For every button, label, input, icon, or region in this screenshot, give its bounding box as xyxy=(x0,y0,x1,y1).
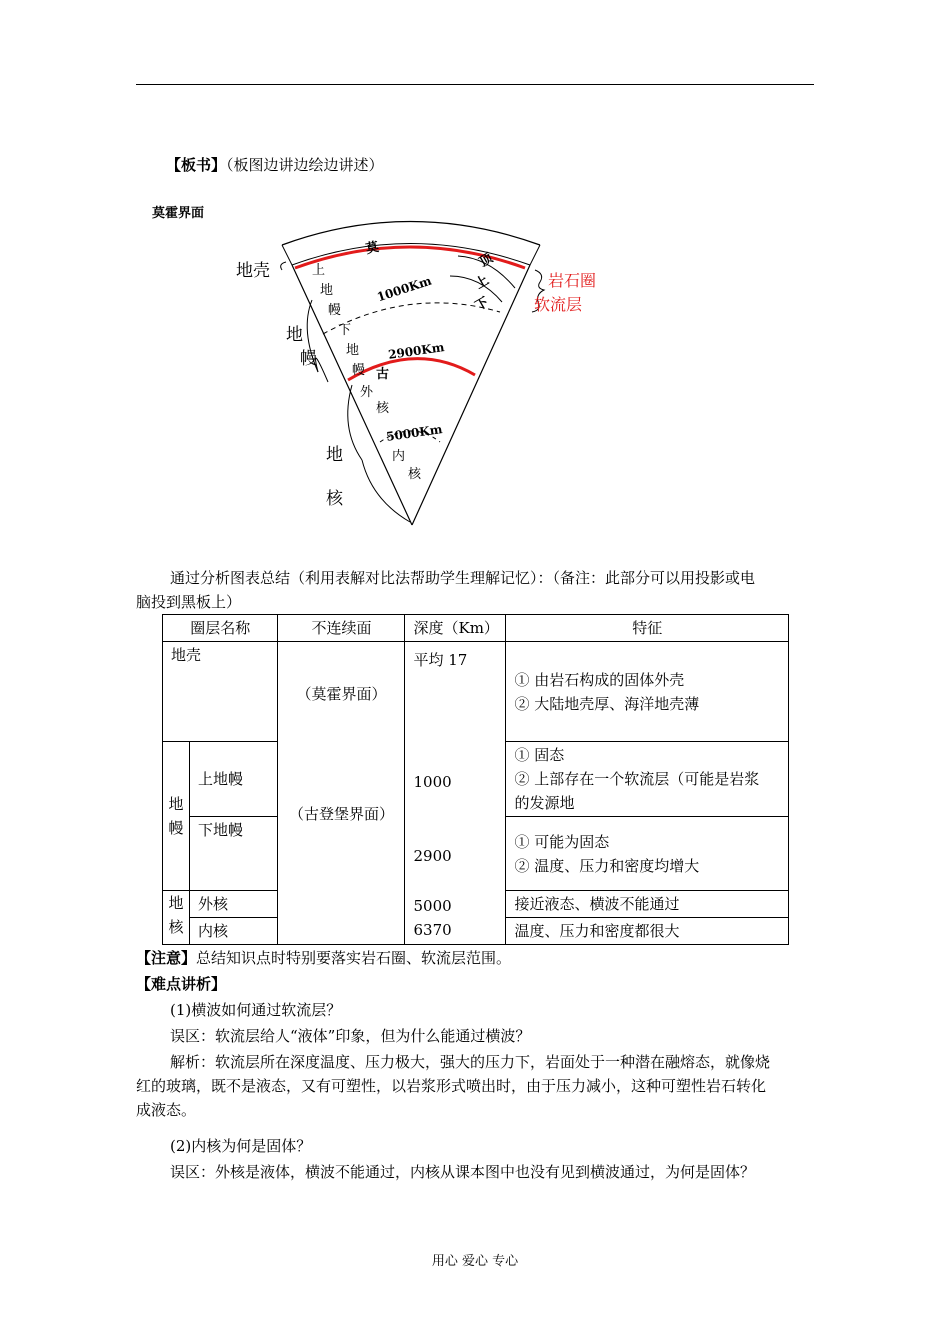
crust-feat-1: ① 由岩石构成的固体外壳 xyxy=(514,670,685,689)
ding-char: 顶 xyxy=(476,250,496,271)
asthenosphere-label: 软流层 xyxy=(534,295,583,314)
gutenberg-name: （古登堡界面） xyxy=(288,805,394,823)
upper-mantle-2: 地 xyxy=(320,283,334,298)
core-cell xyxy=(163,891,190,945)
th-depth: 深度（Km） xyxy=(405,615,506,642)
layers-table xyxy=(162,614,789,945)
inner-core-1: 内 xyxy=(392,449,406,464)
crust-label: 地壳 xyxy=(236,261,270,281)
crust-feature xyxy=(506,642,789,742)
crust-depth: 平均 17 xyxy=(413,651,468,669)
upper-depth: 1000 xyxy=(413,773,452,791)
q2: (2)内核为何是固体？ xyxy=(170,1137,312,1155)
upper-feat-3: 的发源地 xyxy=(514,794,575,812)
outer-core-cell: 外核 xyxy=(190,891,278,918)
mo-char: 莫 xyxy=(364,239,381,258)
lower-feat-1: ① 可能为固态 xyxy=(514,832,610,851)
page-footer: 用心 爱心 专心 xyxy=(431,1254,519,1269)
depth-cell xyxy=(405,642,506,945)
xia-char: 下 xyxy=(472,294,492,315)
q1-analysis-2: 红的玻璃，既不是液态，又有可塑性，以岩浆形式喷出时，由于压力减小，这种可塑性岩石转化 xyxy=(136,1077,767,1095)
q1-misconception: 误区：软流层给人“液体”印象，但为什么能通过横波？ xyxy=(170,1027,531,1045)
outer-core-2: 核 xyxy=(376,401,390,416)
inner-feature: 温度、压力和密度都很大 xyxy=(506,918,789,945)
outer-depth: 5000 xyxy=(413,897,452,915)
depth-1000: 1000Km xyxy=(375,273,434,305)
q1-analysis xyxy=(136,1050,814,1122)
note-text: 总结知识点时特别要落实岩石圈、软流层范围。 xyxy=(196,949,512,967)
core-label-2: 核 xyxy=(326,489,343,509)
mantle-label-2: 幔 xyxy=(300,349,317,369)
depth-5000: 5000Km xyxy=(385,422,444,444)
upper-mantle-3: 幔 xyxy=(328,303,342,318)
outer-feature: 接近液态、横波不能通过 xyxy=(506,891,789,918)
discontinuity-cell xyxy=(278,642,405,945)
lower-feature xyxy=(506,817,789,891)
mantle-label-1: 地 xyxy=(286,325,303,345)
inner-core-2: 核 xyxy=(408,467,422,482)
inner-core-cell: 内核 xyxy=(190,918,278,945)
note-label: 【注意】 xyxy=(136,949,197,967)
core-label-1: 地 xyxy=(326,445,343,465)
moho-name: （莫霍界面） xyxy=(296,685,387,703)
q1: (1)横波如何通过软流层？ xyxy=(170,1001,342,1019)
upper-feat-2: ② 上部存在一个软流层（可能是岩浆 xyxy=(514,770,760,788)
th-feature: 特征 xyxy=(506,615,789,642)
lower-depth: 2900 xyxy=(413,847,452,865)
lower-feat-2: ② 温度、压力和密度均增大 xyxy=(514,856,700,875)
lower-mantle-cell: 下地幔 xyxy=(190,817,278,891)
board-heading xyxy=(166,153,844,177)
crust-cell: 地壳 xyxy=(163,642,278,742)
inner-depth: 6370 xyxy=(413,921,452,939)
upper-feat-1: ① 固态 xyxy=(514,746,565,764)
crust-feat-2: ② 大陆地壳厚、海洋地壳薄 xyxy=(514,694,700,713)
th-discontinuity: 不连续面 xyxy=(278,615,405,642)
gu-char: 古 xyxy=(376,367,390,382)
mantle-char-2: 幔 xyxy=(168,819,184,837)
corner-label: 莫霍界面 xyxy=(152,206,205,221)
board-note: （板图边讲边绘边讲述） xyxy=(226,156,384,174)
outer-core-1: 外 xyxy=(360,385,374,400)
lithosphere-label: 岩石圈 xyxy=(548,271,597,290)
q1-analysis-3: 成液态。 xyxy=(136,1101,197,1119)
difficult-heading: 【难点讲析】 xyxy=(136,975,227,993)
summary-line-1: 通过分析图表总结（利用表解对比法帮助学生理解记忆）：（备注：此部分可以用投影或电 xyxy=(170,569,756,587)
upper-mantle-cell: 上地幔 xyxy=(190,742,278,817)
q1-analysis-1: 解析：软流层所在深度温度、压力极大，强大的压力下，岩面处于一种潜在融熔态，就像烧 xyxy=(170,1053,771,1071)
summary-line-2: 脑投到黑板上） xyxy=(136,593,242,611)
shang-char: 上 xyxy=(472,272,492,293)
upper-feature xyxy=(506,742,789,817)
mantle-char-1: 地 xyxy=(168,795,184,813)
note-line xyxy=(136,946,814,970)
header-rule xyxy=(136,84,814,85)
th-layer: 圈层名称 xyxy=(163,615,278,642)
upper-mantle-1: 上 xyxy=(312,263,326,278)
summary xyxy=(136,566,814,614)
earth-structure-diagram xyxy=(140,200,620,540)
mantle-cell xyxy=(163,742,190,891)
board-label: 【板书】 xyxy=(166,156,227,174)
q2-misconception: 误区：外核是液体，横波不能通过，内核从课本图中也没有见到横波通过，为何是固体？ xyxy=(170,1163,756,1181)
core-char-1: 地 xyxy=(168,894,184,912)
lower-mantle-1: 下 xyxy=(338,323,352,338)
core-char-2: 核 xyxy=(168,918,184,936)
lower-mantle-2: 地 xyxy=(346,343,360,358)
depth-2900: 2900Km xyxy=(387,340,446,362)
lower-mantle-3: 幔 xyxy=(352,363,366,378)
